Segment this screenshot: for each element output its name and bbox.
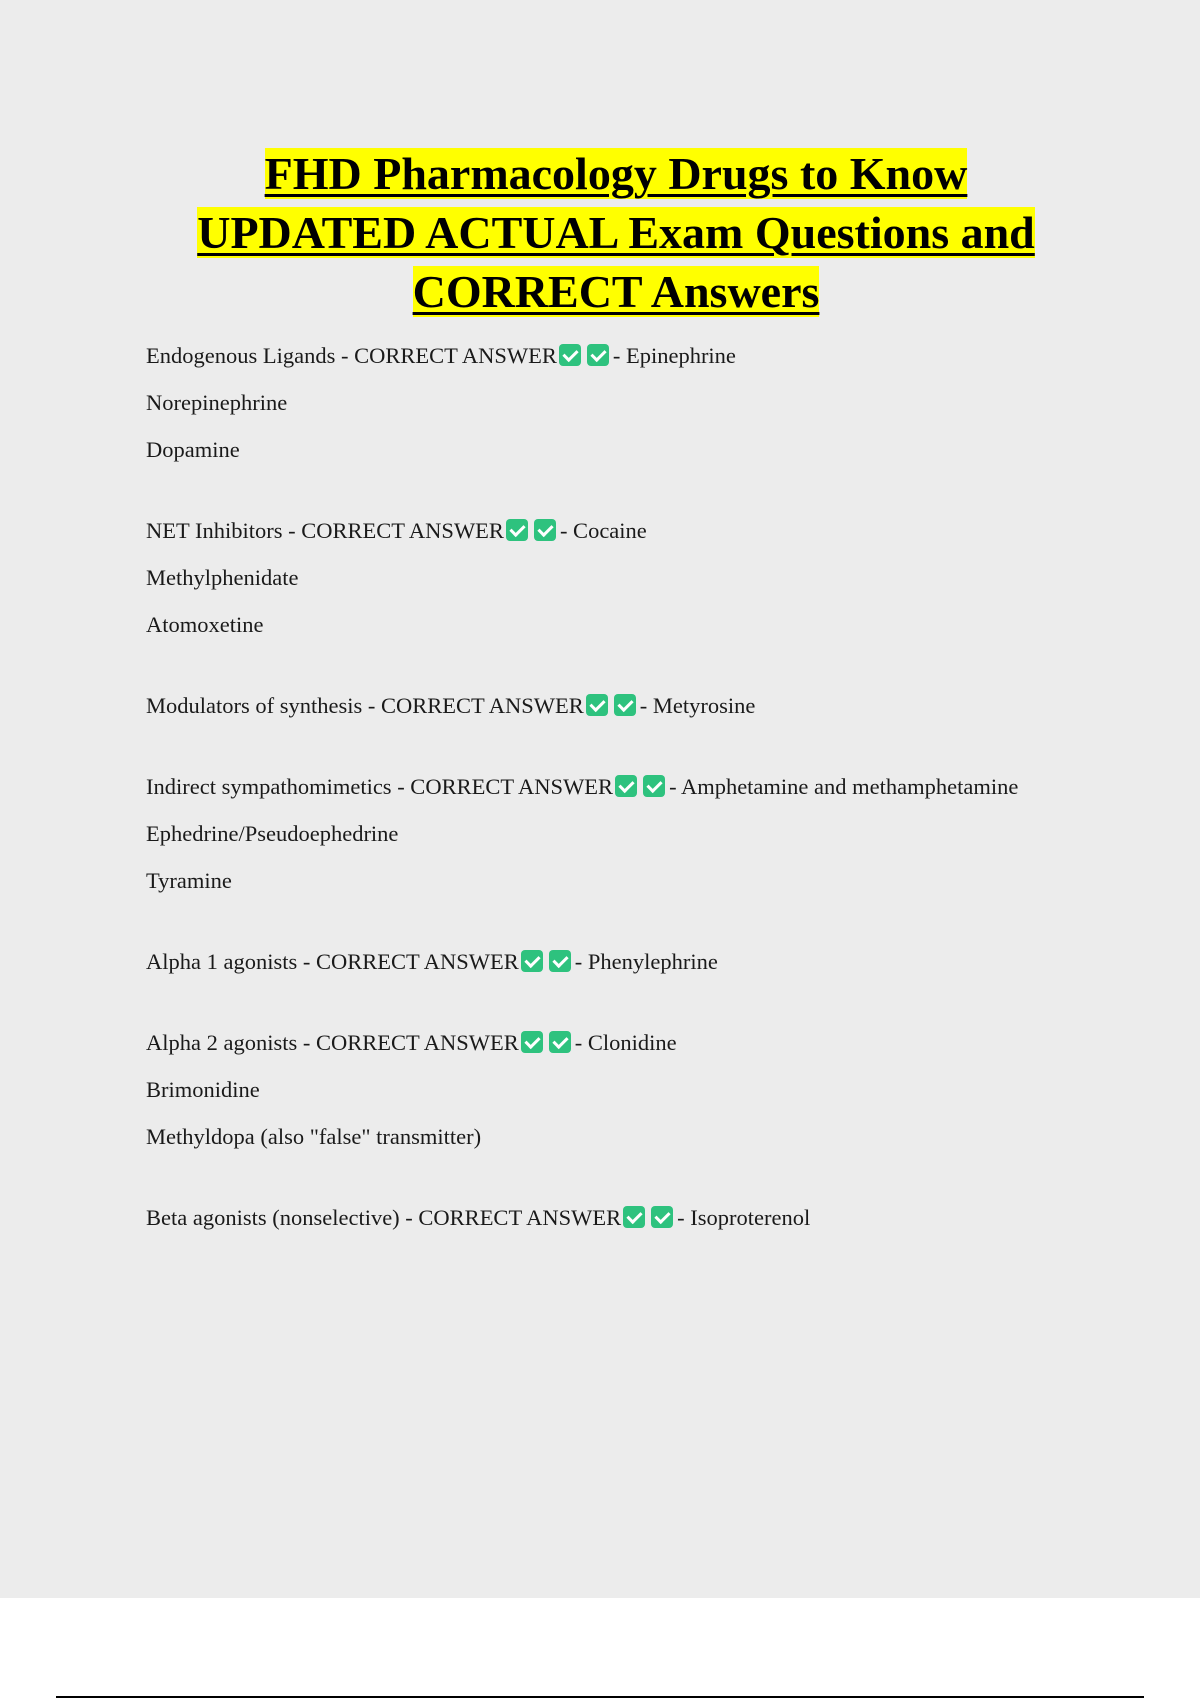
footer-divider (56, 1696, 1144, 1698)
question-text: Alpha 1 agonists - CORRECT ANSWER (146, 949, 519, 974)
document-title (0, 144, 1200, 321)
check-icon (559, 344, 581, 366)
answer-text: - Phenylephrine (574, 949, 718, 974)
answer-line: Ephedrine/Pseudoephedrine (146, 821, 399, 846)
answer-text: - Amphetamine and methamphetamine (669, 774, 1019, 799)
answer-line: Norepinephrine (146, 390, 288, 415)
qa-item (146, 690, 1046, 721)
check-icon (615, 775, 637, 797)
check-icon (643, 775, 665, 797)
qa-item (146, 771, 1046, 896)
answer-line: Atomoxetine (146, 612, 264, 637)
answer-text: - Clonidine (574, 1030, 677, 1055)
qa-item (146, 946, 1046, 977)
answer-line: Brimonidine (146, 1077, 260, 1102)
question-text: Endogenous Ligands - CORRECT ANSWER (146, 343, 557, 368)
answer-line: Tyramine (146, 868, 232, 893)
qa-line (146, 515, 1046, 546)
answer-line: Methylphenidate (146, 565, 299, 590)
check-icon (549, 1031, 571, 1053)
check-icon (651, 1206, 673, 1228)
qa-item (146, 1202, 1046, 1233)
qa-line (146, 771, 1046, 802)
title-line-2: UPDATED ACTUAL Exam Questions and (197, 207, 1035, 258)
check-icon (534, 519, 556, 541)
question-text: Beta agonists (nonselective) - CORRECT ANSWER (146, 1205, 622, 1230)
qa-line (146, 946, 1046, 977)
question-text: Modulators of synthesis - CORRECT ANSWER (146, 693, 584, 718)
qa-list (146, 340, 1046, 1283)
answer-text: - Epinephrine (612, 343, 736, 368)
answer-line: Dopamine (146, 437, 240, 462)
question-text: Alpha 2 agonists - CORRECT ANSWER (146, 1030, 519, 1055)
check-icon (623, 1206, 645, 1228)
question-text: Indirect sympathomimetics - CORRECT ANSWER (146, 774, 614, 799)
question-text: NET Inhibitors - CORRECT ANSWER (146, 518, 504, 543)
qa-item (146, 1027, 1046, 1152)
qa-line (146, 1027, 1046, 1058)
qa-line (146, 340, 1046, 371)
answer-line: Methyldopa (also "false" transmitter) (146, 1124, 482, 1149)
check-icon (614, 694, 636, 716)
qa-line (146, 1202, 1046, 1233)
check-icon (506, 519, 528, 541)
qa-item (146, 340, 1046, 465)
title-line-3: CORRECT Answers (412, 266, 820, 317)
check-icon (586, 694, 608, 716)
title-line-1: FHD Pharmacology Drugs to Know (264, 148, 968, 199)
answer-text: - Metyrosine (639, 693, 756, 718)
answer-text: - Cocaine (559, 518, 647, 543)
check-icon (549, 950, 571, 972)
check-icon (587, 344, 609, 366)
qa-item (146, 515, 1046, 640)
check-icon (521, 1031, 543, 1053)
check-icon (521, 950, 543, 972)
answer-text: - Isoproterenol (677, 1205, 811, 1230)
qa-line (146, 690, 1046, 721)
